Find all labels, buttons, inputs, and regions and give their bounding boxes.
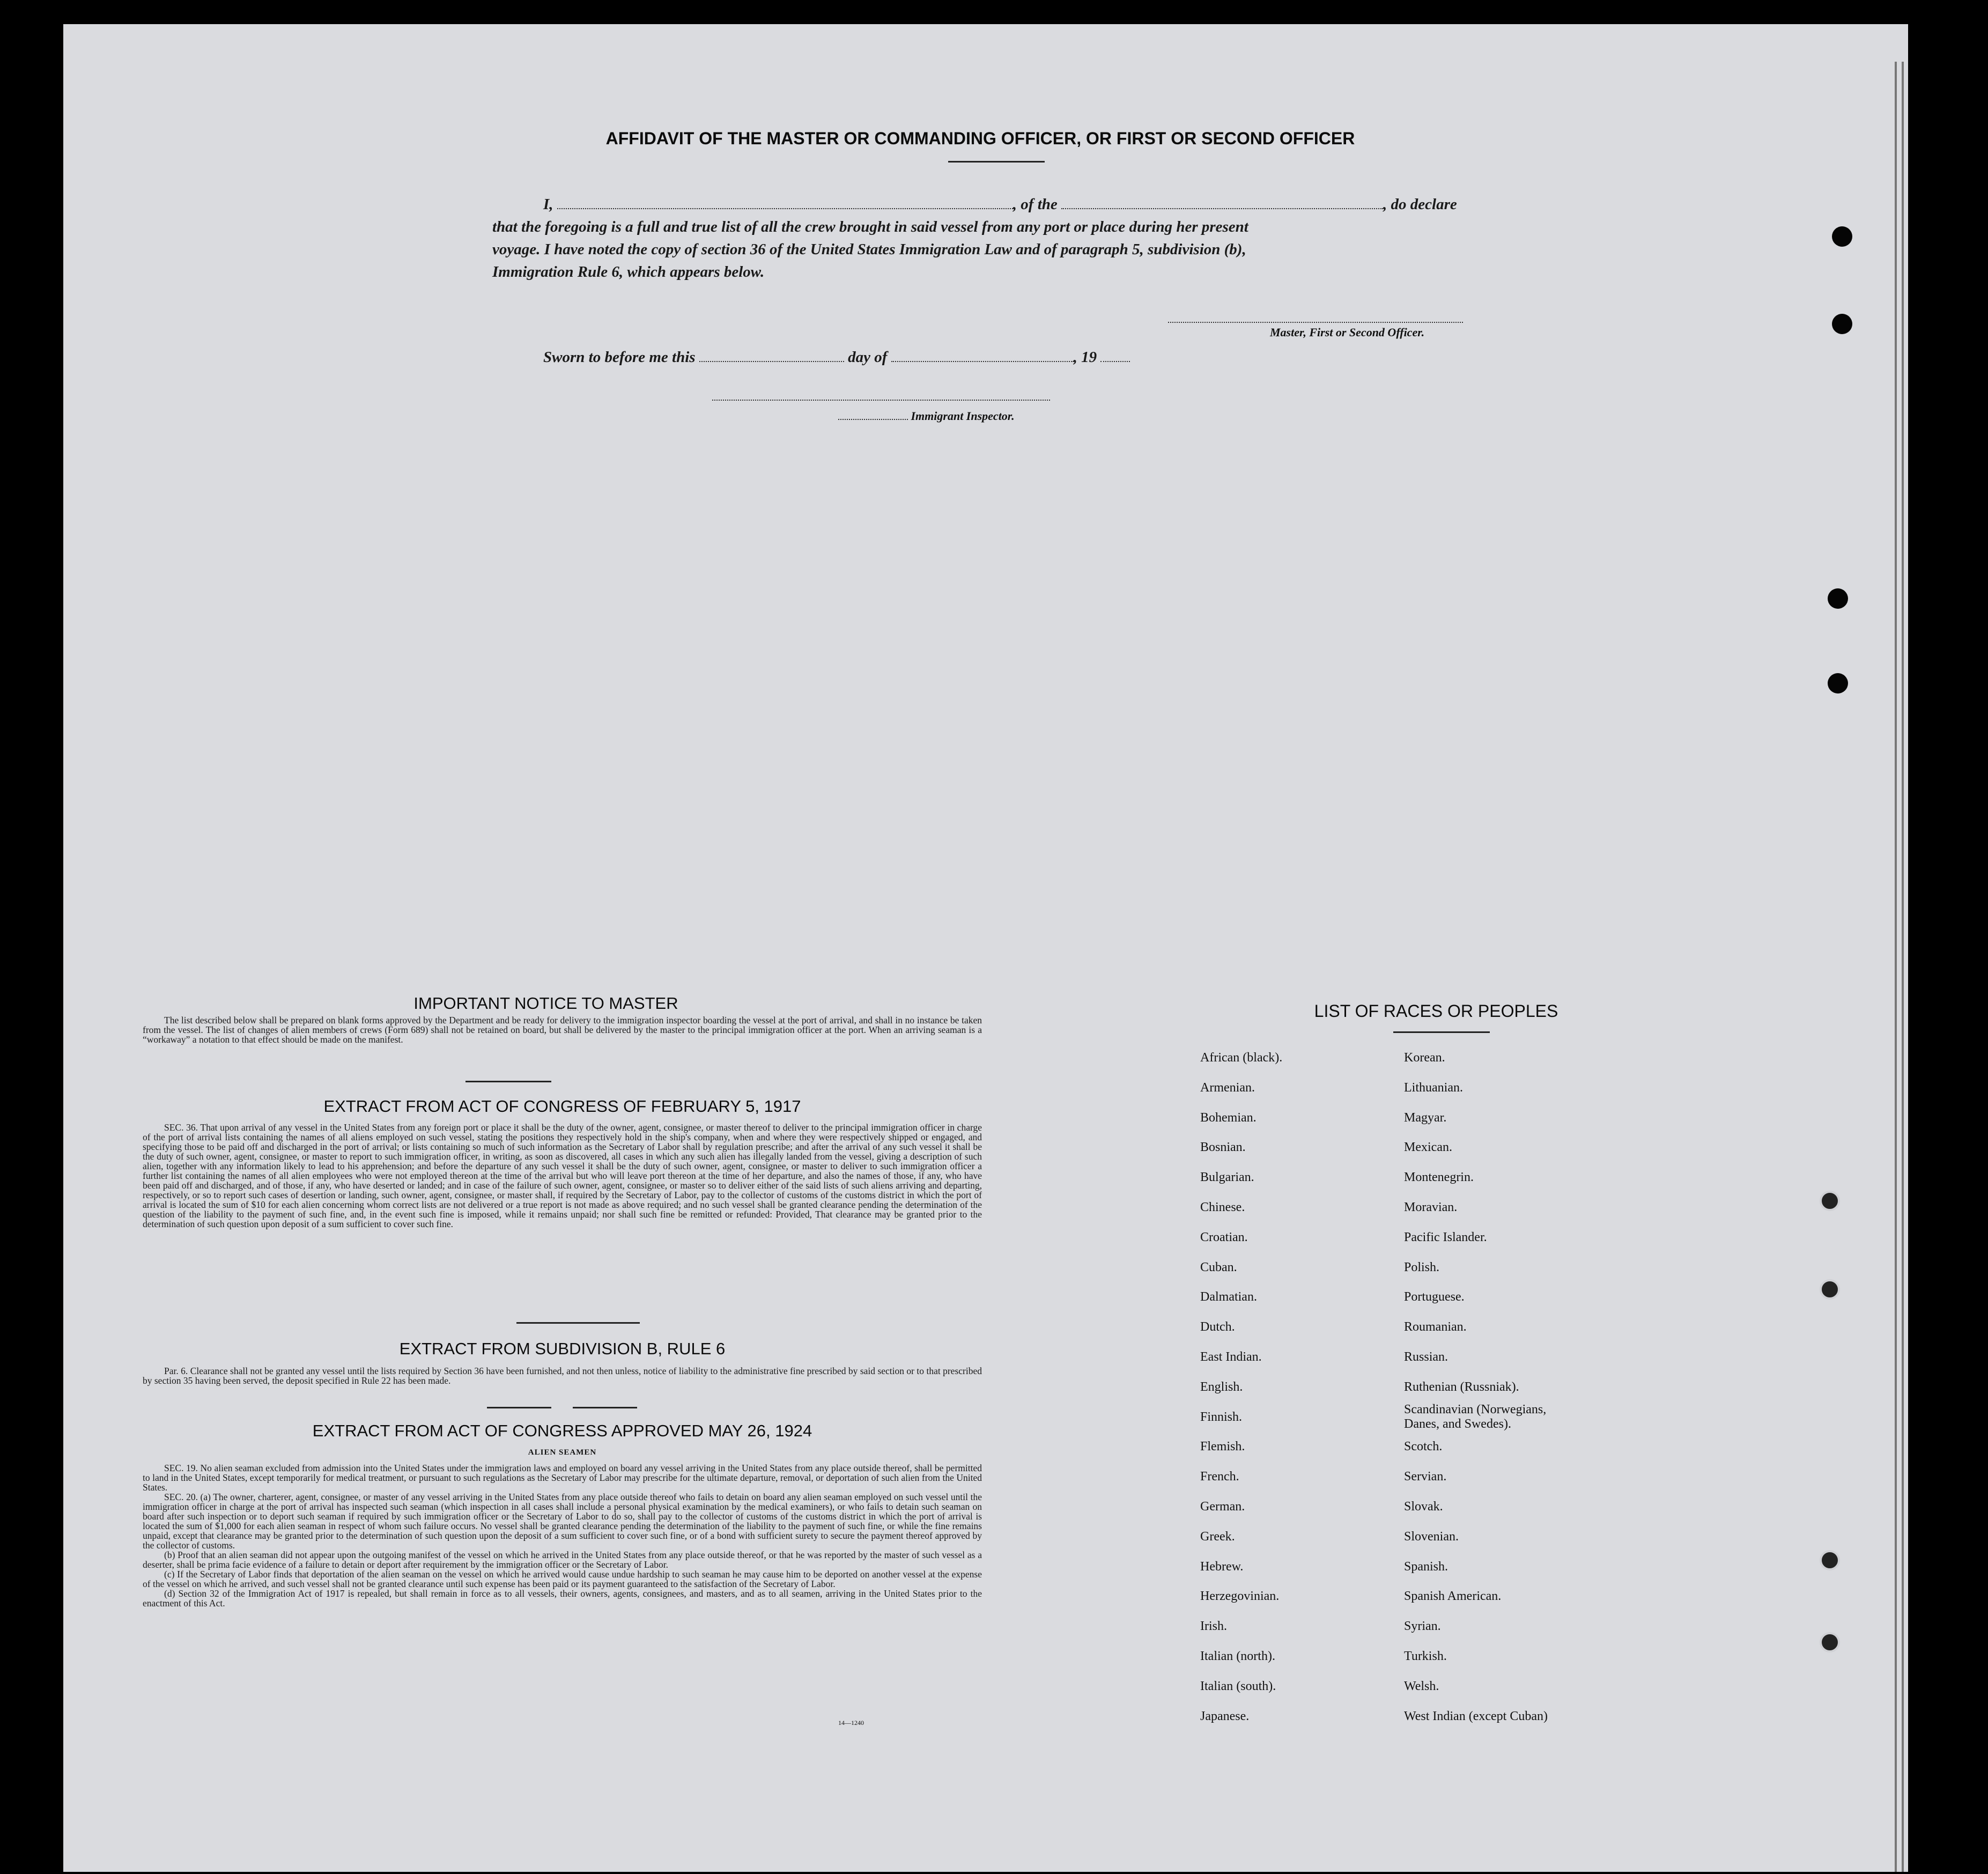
notice-body: The list described below shall be prepared on blank forms approved by the Department and be ready for delivery to the immigration inspector boarding the vessel at the port of arrival, and shall in no instance be taken from the vessel. The list of changes of alien members of crews (Form 689) shall not be retained on board, but shall be delivered by the master to the principal immigration officer at the port. When an arriving seaman is a “workaway” a notation to that effect should be made on the manifest. [143, 1015, 982, 1045]
section-paragraph: (c) If the Secretary of Labor finds that deportation of the alien seaman on the vessel on which he arrived would cause undue hardship to such seaman he may cause him to be deported on another vessel at the expense of the vessel on which he arrived, and such vessel shall not be granted clearance until such expense has been paid or its payment guaranteed to the satisfaction of the Secretary of Labor. [143, 1569, 982, 1589]
race-item: Magyar. [1404, 1110, 1447, 1125]
title-divider [948, 161, 1045, 163]
extract-1924-body [143, 1463, 982, 1608]
race-item: Spanish. [1404, 1559, 1448, 1574]
extract-rule6-body: Par. 6. Clearance shall not be granted any vessel until the lists required by Section 36 have been furnished, and not then unless, notice of liability to the administrative fine prescribed by said section or to that prescribed by section 35 having been served, the deposit specified in Rule 22 has been made. [143, 1366, 982, 1386]
race-item: Bulgarian. [1200, 1170, 1254, 1185]
race-item: Chinese. [1200, 1200, 1245, 1214]
master-signature-line[interactable] [1168, 322, 1463, 323]
race-item: French. [1200, 1470, 1239, 1484]
section-paragraph: (d) Section 32 of the Immigration Act of 1917 is repealed, but shall remain in force as to all vessels, their owners, agents, consignees, and masters, and as to all seamen, arriving in the United States prior to the enactment of this Act. [143, 1588, 982, 1609]
race-item: Portuguese. [1404, 1290, 1465, 1304]
inspector-caption: Immigrant Inspector. [911, 409, 1015, 423]
punch-hole [1820, 1632, 1840, 1652]
year-prefix: , 19 [1073, 349, 1097, 366]
master-signature-caption: Master, First or Second Officer. [1270, 326, 1425, 339]
race-item: German. [1200, 1499, 1245, 1514]
race-item: Roumanian. [1404, 1320, 1467, 1334]
race-item: Japanese. [1200, 1709, 1250, 1723]
declaration-line [492, 193, 1576, 216]
race-item: Polish. [1404, 1260, 1440, 1274]
race-item: West Indian (except Cuban) [1404, 1709, 1548, 1723]
section-paragraph: SEC. 20. (a) The owner, charterer, agent, consignee, or master of any vessel arriving in the United States from any place outside thereof who fails to detain on board any alien seaman employed on such vessel until the immigration officer in charge at the port of arrival has inspected such seaman (which inspection in all cases shall include a personal physical examination by the medical examiners), or who fails to detain such seaman on board after such inspection or to deport such seaman if required by such immigration officer or the Secretary of Labor to do so, shall pay to the collector of customs of the customs district in which the port of arrival is located the sum of $1,000 for each alien seaman in respect of whom such failure occurs. No vessel shall be granted clearance pending the determination of the liability to the payment of such fine, or while the fine remains unpaid, except that clearance may be granted prior to the determination of such question upon the deposit of a sum sufficient to cover such fine, or of a bond with sufficient surety to secure the payment thereof approved by the collector of customs. [143, 1492, 982, 1551]
page-edge [1895, 62, 1897, 1872]
vessel-name-field[interactable] [1061, 208, 1383, 209]
day-of-label: day of [848, 349, 888, 366]
punch-hole [1832, 314, 1852, 334]
race-item: Montenegrin. [1404, 1170, 1474, 1185]
form-number: 14—1240 [838, 1719, 864, 1727]
section-paragraph: SEC. 19. No alien seaman excluded from admission into the United States under the immigration laws and employed on board any vessel arriving in the United States from any place outside thereof, shall be permitted to land in the United States, except temporarily for medical treatment, or pursuant to such regulations as the Secretary of Labor may prescribe for the ultimate departure, removal, or deportation of such alien from the United States. [143, 1463, 982, 1493]
races-right-column [1404, 1043, 1704, 1731]
race-item: Dutch. [1200, 1320, 1235, 1334]
punch-hole [1828, 588, 1848, 609]
inspector-signature-line[interactable] [712, 400, 1050, 401]
race-item: Korean. [1404, 1051, 1445, 1065]
do-declare-label: , do declare [1383, 196, 1457, 213]
punch-hole [1820, 1279, 1840, 1300]
race-item: Servian. [1404, 1470, 1447, 1484]
race-item: Scotch. [1404, 1440, 1443, 1454]
race-item: Welsh. [1404, 1679, 1439, 1693]
race-item: Dalmatian. [1200, 1290, 1257, 1304]
document-page [63, 24, 1908, 1872]
statement-line: that the foregoing is a full and true list of all the crew brought in said vessel from any port or place during her present [492, 218, 1248, 235]
race-item: Flemish. [1200, 1440, 1245, 1454]
declarant-prefix: I, [543, 196, 553, 213]
race-item: Mexican. [1404, 1140, 1452, 1155]
sworn-prefix: Sworn to before me this [543, 349, 696, 366]
sworn-line [543, 346, 1240, 368]
race-item: Turkish. [1404, 1649, 1447, 1663]
of-the-label: , of the [1013, 196, 1058, 213]
race-item: Herzegovinian. [1200, 1589, 1280, 1604]
race-item: Spanish American. [1404, 1589, 1502, 1604]
section-paragraph: (b) Proof that an alien seaman did not appear upon the outgoing manifest of the vessel on which he arrived in the United States from any place outside thereof, or that he was reported by the master of such vessel as a deserter, shall be prima facie evidence of a failure to detain or deport after requirement by the immigration officer or the Secretary of Labor. [143, 1550, 982, 1570]
inspector-signature-area [838, 409, 1015, 423]
declarant-name-field[interactable] [557, 208, 1013, 209]
race-item: Finnish. [1200, 1410, 1243, 1424]
race-item: Syrian. [1404, 1619, 1441, 1634]
sworn-day-field[interactable] [699, 361, 844, 362]
race-item: Scandinavian (Norwegians, Danes, and Swedes). [1404, 1402, 1547, 1432]
divider [516, 1322, 640, 1324]
race-item: Lithuanian. [1404, 1080, 1463, 1095]
statement-line: voyage. I have noted the copy of section 36 of the United States Immigration Law and of paragraph 5, subdivision (b), [492, 241, 1246, 258]
race-item: African (black). [1200, 1051, 1283, 1065]
race-item: Italian (south). [1200, 1679, 1276, 1693]
race-item: Russian. [1404, 1349, 1448, 1364]
punch-hole [1828, 673, 1848, 693]
race-item: Bohemian. [1200, 1110, 1257, 1125]
races-left-column [1200, 1043, 1393, 1731]
race-item: Slovenian. [1404, 1529, 1459, 1544]
race-item: Hebrew. [1200, 1559, 1244, 1574]
divider [465, 1081, 551, 1082]
double-divider [487, 1407, 637, 1408]
race-item: Croatian. [1200, 1230, 1248, 1244]
inspector-name-field[interactable] [838, 419, 908, 420]
race-item: Moravian. [1404, 1200, 1458, 1214]
punch-hole [1832, 226, 1852, 247]
alien-seamen-subtitle: ALIEN SEAMEN [528, 1448, 597, 1457]
race-item: Pacific Islander. [1404, 1230, 1487, 1244]
race-item: Irish. [1200, 1619, 1227, 1634]
extract-1917-body: SEC. 36. That upon arrival of any vessel in the United States from any foreign port or place it shall be the duty of the owner, agent, consignee, or master thereof to deliver to the principal immigration officer in charge of the port of arrival lists containing the names of all aliens employed on such vessel, stating the positions they respectively hold in the ship's company, when and where they were respectively shipped or engaged, and specifying those to be paid off and discharged in the port of arrival; or lists containing so much of such information as the Secretary of Labor shall by regulation prescribe; and after the arrival of any such vessel it shall be the duty of such owner, agent, consignee, or master to report to such immigration officer, in writing, as soon as discovered, all cases in which any such alien has illegally landed from the vessel, giving a description of such alien, together with any information likely to lead to his apprehension; and before the departure of any such vessel it shall be the duty of such owner, agent, consignee, or master to deliver to such immigration officer a further list containing the names of all alien employees who were not employed thereon at the time of the arrival but who will leave port thereon at the time of her departure, and also the names of those, if any, who have been paid off and discharged, and of those, if any, who have deserted or landed; and in case of the failure of such owner, agent, consignee, or master so to deliver either of the said lists of such aliens arriving and departing, respectively, or so to report such cases of desertion or landing, such owner, agent, consignee, or master shall, if required by the Secretary of Labor, pay to the collector of customs of the customs district in which the port of arrival is located the sum of $10 for each alien concerning whom correct lists are not delivered or a true report is not made as above required; and no such vessel shall be granted clearance pending the determination of the question of the liability to the payment of such fine, and, in the event such fine is imposed, while it remains unpaid; nor shall such fine be remitted or refunded: Provided, That clearance may be granted prior to the determination of such question upon deposit of a sum sufficient to cover such fine. [143, 1122, 982, 1229]
race-item: English. [1200, 1379, 1243, 1394]
race-item: Slovak. [1404, 1499, 1443, 1514]
race-item: Armenian. [1200, 1080, 1255, 1095]
notice-title: IMPORTANT NOTICE TO MASTER [413, 994, 678, 1013]
race-item: East Indian. [1200, 1349, 1262, 1364]
affidavit-title: AFFIDAVIT OF THE MASTER OR COMMANDING OFFICER, OR FIRST OR SECOND OFFICER [605, 129, 1355, 148]
sworn-year-field[interactable] [1100, 361, 1130, 362]
extract-1917-title: EXTRACT FROM ACT OF CONGRESS OF FEBRUARY 5, 1917 [323, 1097, 801, 1116]
sworn-month-field[interactable] [891, 361, 1074, 362]
page-edge [1902, 62, 1904, 1872]
statement-line: Immigration Rule 6, which appears below. [492, 263, 765, 281]
race-item: Bosnian. [1200, 1140, 1246, 1155]
punch-hole [1820, 1191, 1840, 1211]
affidavit-statement [492, 193, 1576, 283]
race-item: Ruthenian (Russniak). [1404, 1379, 1519, 1394]
race-item: Greek. [1200, 1529, 1235, 1544]
extract-rule6-title: EXTRACT FROM SUBDIVISION B, RULE 6 [399, 1339, 726, 1358]
race-item: Cuban. [1200, 1260, 1237, 1274]
extract-1924-title: EXTRACT FROM ACT OF CONGRESS APPROVED MAY 26, 1924 [312, 1421, 812, 1440]
punch-hole [1820, 1550, 1840, 1570]
race-item: Italian (north). [1200, 1649, 1275, 1663]
races-title: LIST OF RACES OR PEOPLES [1314, 1001, 1558, 1021]
divider [1393, 1031, 1490, 1033]
